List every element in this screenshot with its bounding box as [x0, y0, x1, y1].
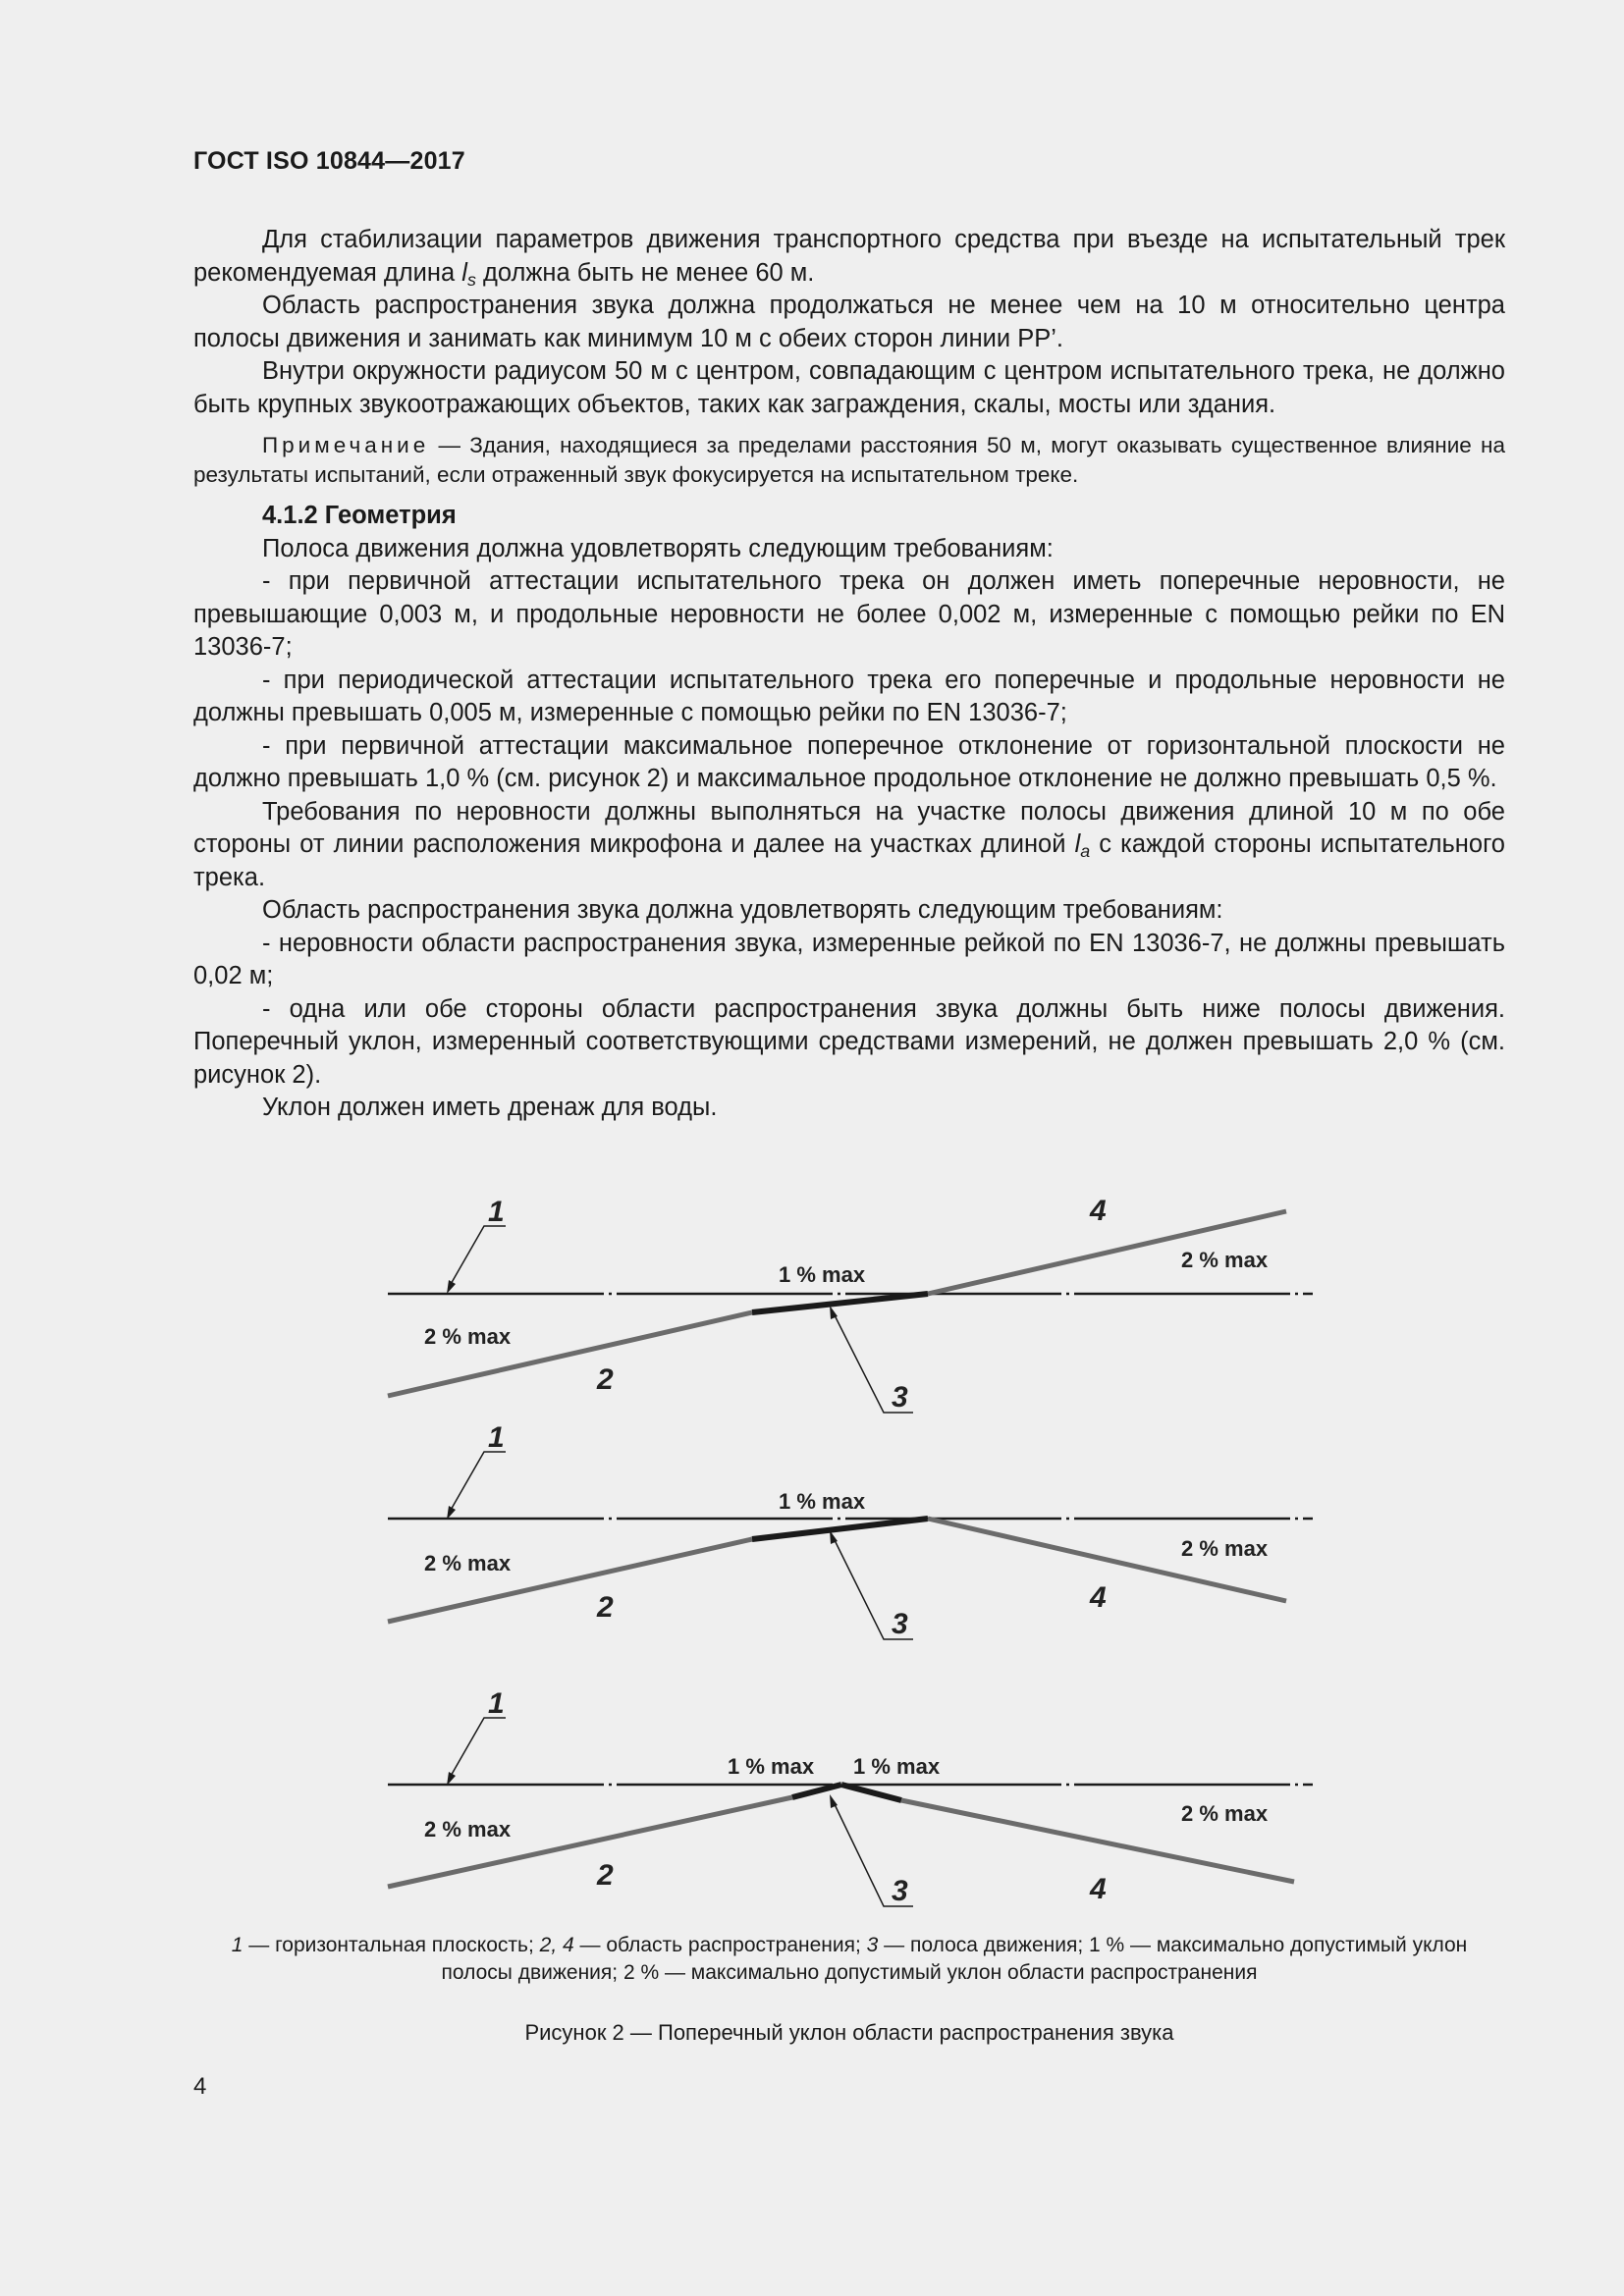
slope-label-right: 2 % max	[1181, 1248, 1269, 1272]
bullet-5: - одна или обе стороны области распространения звука должны быть ниже полосы движения. Поперечный уклон, измеренный соответствующими средствами измерений, не должен превышать 2,0 % (см. рисунок 2).	[193, 994, 1505, 1089]
paragraph-7: Уклон должен иметь дренаж для воды.	[262, 1094, 718, 1121]
slope-label-right: 2 % max	[1181, 1536, 1269, 1561]
paragraph-5: Требования по неровности должны выполняться на участке полосы движения длиной 10 м по обе стороны от линии расположения микрофона и далее на участках длиной $l_a$ с каждой стороны испытательного трека.	[193, 797, 1505, 891]
label-4: 4	[1090, 1581, 1107, 1614]
bullet-2: - при периодической аттестации испытательного трека его поперечные и продольные неровности не должны превышать 0,005 м, измеренные с помощью рейки по EN 13036-7;	[193, 666, 1505, 726]
label-1: 1	[488, 1196, 505, 1228]
paragraph-2: Область распространения звука должна продолжаться не менее чем на 10 м относительно центра полосы движения и занимать как минимум 10 м с обеих сторон линии PP’.	[193, 292, 1505, 352]
lane-segment	[752, 1294, 928, 1312]
note-label: Примечание	[262, 433, 430, 457]
paragraph-4: Полоса движения должна удовлетворять следующим требованиям:	[262, 534, 1054, 562]
bullet-3: - при первичной аттестации максимальное поперечное отклонение от горизонтальной плоскости не должно превышать 1,0 % (см. рисунок 2) и максимальное продольное отклонение не должно превышать 0,5 %.	[193, 731, 1505, 792]
propagation-area-left	[388, 1797, 792, 1887]
label-1: 1	[488, 1421, 505, 1454]
label-4: 4	[1090, 1873, 1107, 1905]
label-2: 2	[597, 1591, 614, 1624]
label-3: 3	[892, 1608, 908, 1640]
arrow-head-1	[447, 1280, 456, 1294]
figure-legend: 1 — горизонтальная плоскость; 2, 4 — область распространения; 3 — полоса движения; 1 % — максимально допустимый уклон полосы движения; 2 % — максимально допустимый уклон области распространения	[231, 1934, 1468, 1984]
slope-label-left: 2 % max	[424, 1551, 512, 1575]
label-2: 2	[597, 1363, 614, 1396]
label-3: 3	[892, 1381, 908, 1414]
diagram-c	[388, 1687, 1313, 1907]
leader-1	[450, 1452, 506, 1512]
label-1: 1	[488, 1687, 505, 1720]
section-title: 4.1.2 Геометрия	[262, 502, 457, 529]
paragraph-6: Область распространения звука должна удовлетворять следующим требованиям:	[262, 896, 1223, 924]
paragraph-3: Внутри окружности радиусом 50 м с центром, совпадающим с центром испытательного трека, не должно быть крупных звукоотражающих объектов, таких как заграждения, скалы, мосты или здания.	[193, 357, 1505, 418]
page-number: 4	[193, 2073, 207, 2100]
leader-1	[450, 1718, 506, 1778]
slope-label-lane: 1 % max	[779, 1262, 866, 1287]
slope-label-left: 2 % max	[424, 1817, 512, 1842]
figure-caption: Рисунок 2 — Поперечный уклон области распространения звука	[524, 2020, 1174, 2045]
paragraph-1: Для стабилизации параметров движения транспортного средства при въезде на испытательный трек рекомендуемая длина $l_s$ должна быть не менее 60 м.	[193, 226, 1505, 290]
label-3: 3	[892, 1875, 908, 1907]
lane-segment	[752, 1519, 928, 1539]
label-4: 4	[1090, 1195, 1107, 1227]
diagram-b	[388, 1421, 1313, 1640]
label-2: 2	[597, 1859, 614, 1892]
leader-1	[450, 1226, 506, 1286]
slope-label-right: 2 % max	[1181, 1801, 1269, 1826]
bullet-1: - при первичной аттестации испытательного трека он должен иметь поперечные неровности, не превышающие 0,003 м, и продольные неровности не более 0,002 м, измеренные с помощью рейки по EN 13036-7;	[193, 567, 1505, 661]
arrow-head-3	[830, 1794, 838, 1808]
bullet-4: - неровности области распространения звука, измеренные рейкой по EN 13036-7, не должны превышать 0,02 м;	[193, 929, 1505, 989]
slope-label-lane-left: 1 % max	[728, 1754, 815, 1779]
slope-label-lane-right: 1 % max	[853, 1754, 941, 1779]
document-header: ГОСТ ISO 10844—2017	[193, 147, 465, 175]
slope-label-left: 2 % max	[424, 1324, 512, 1349]
slope-label-lane: 1 % max	[779, 1489, 866, 1514]
lane-segment-right	[841, 1785, 901, 1800]
note: Примечание — Здания, находящиеся за пределами расстояния 50 м, могут оказывать существенное влияние на результаты испытаний, если отраженный звук фокусируется на испытательном треке.	[193, 433, 1505, 487]
lane-segment-left	[792, 1785, 841, 1797]
diagram-a	[388, 1195, 1313, 1414]
